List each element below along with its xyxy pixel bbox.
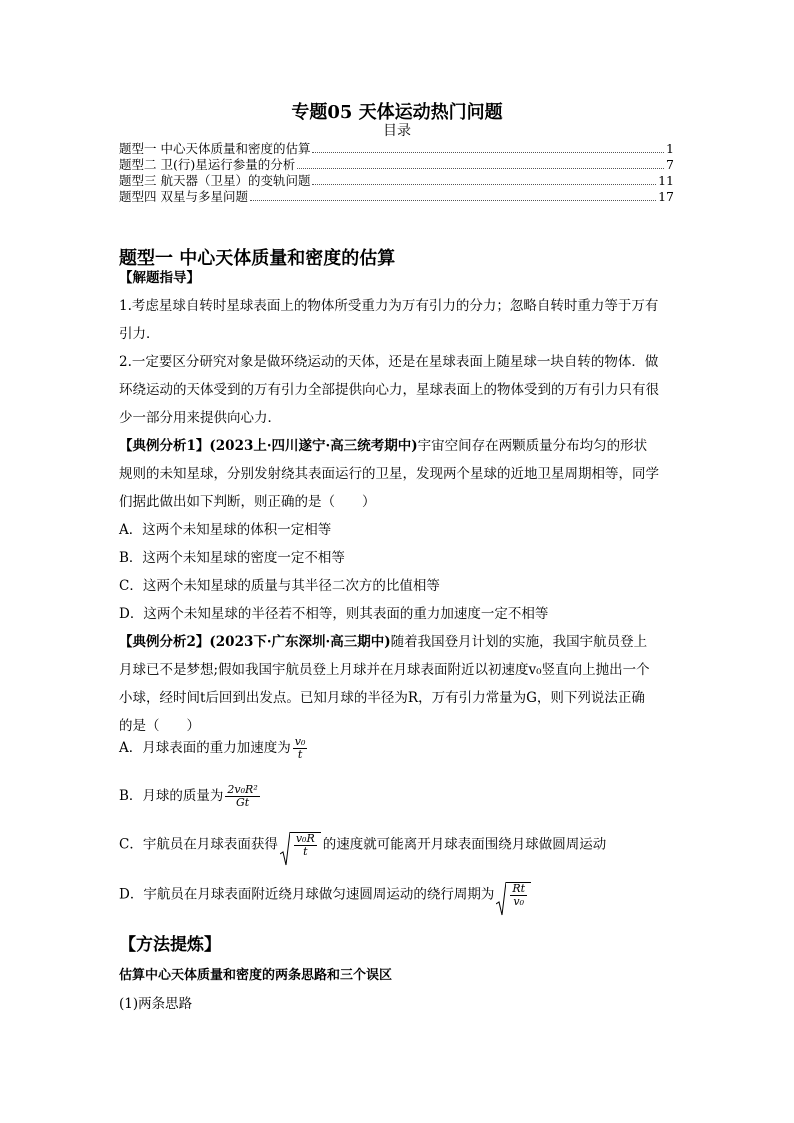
toc-entry-label: 题型四 双星与多星问题: [119, 189, 248, 204]
toc-entry-label: 题型三 航天器（卫星）的变轨问题: [119, 173, 311, 188]
guide-paragraph-2-line-2: 环绕运动的天体受到的万有引力全部提供向心力，星球表面上的物体受到的万有引力只有很: [119, 382, 659, 398]
guide-paragraph-1-line-2: 引力．: [119, 326, 160, 342]
fraction: [225, 784, 259, 809]
example1-line-1: [119, 432, 674, 460]
example1-text: 宇宙空间存在两颗质量分布均匀的形状: [417, 438, 648, 454]
guide-block: [119, 264, 674, 740]
example1-option-d: D．这两个未知星球的半径若不相等，则其表面的重力加速度一定不相等: [119, 606, 549, 622]
example1-option-c: C．这两个未知星球的质量与其半径二次方的比值相等: [119, 578, 440, 594]
example1-option-b: B．这两个未知星球的密度一定不相等: [119, 550, 345, 566]
option-b-text: B．月球的质量为: [119, 788, 224, 804]
example2-text: 随着我国登月计划的实施，我国宇航员登上: [390, 634, 648, 650]
fraction: [294, 833, 317, 858]
example2-line-3: 小球，经时间t后回到出发点。已知月球的半径为R，万有引力常量为G，则下列说法正确: [119, 690, 645, 706]
fraction-denominator: Gt: [235, 796, 250, 809]
example2-option-b: [119, 784, 674, 809]
toc-leader-dots: [312, 151, 664, 153]
example2-option-d: [119, 882, 674, 908]
toc-entry-3[interactable]: [119, 173, 674, 189]
example1-option-a: A．这两个未知星球的体积一定相等: [119, 522, 332, 538]
example1-line-3: 们据此做出如下判断，则正确的是（ ）: [119, 494, 376, 510]
toc-entry-1[interactable]: [119, 141, 674, 157]
toc-entry-label: 题型二 卫(行)星运行参量的分析: [119, 157, 296, 172]
fraction: [510, 883, 527, 908]
toc-leader-dots: [312, 183, 656, 185]
toc-entry-page: 11: [658, 173, 674, 188]
square-root: [496, 882, 531, 908]
guide-paragraph-1-line-1: 1.考虑星球自转时星球表面上的物体所受重力为万有引力的分力；忽略自转时重力等于万有: [119, 298, 659, 314]
example2-label: 【典例分析2】(2023下·广东深圳·高三期中): [119, 634, 391, 650]
option-c-text: C．宇航员在月球表面获得: [119, 836, 278, 853]
example2-line-1: [119, 628, 674, 656]
option-a-text: A．月球表面的重力加速度为: [119, 740, 291, 756]
radical-sign-icon: [280, 832, 290, 866]
toc-leader-dots: [297, 167, 664, 169]
fraction-numerator: v₀: [294, 735, 306, 748]
guide-label: 【解题指导】: [119, 270, 200, 286]
fraction: [293, 736, 308, 761]
toc-entry-4[interactable]: [119, 189, 674, 205]
fraction-denominator: t: [303, 845, 308, 858]
example2-line-4: 的是（ ）: [119, 718, 200, 734]
example2-option-a: [119, 736, 674, 761]
square-root: [280, 832, 321, 858]
example1-line-2: 规则的未知星球，分别发射绕其表面运行的卫星，发现两个星球的近地卫星周期相等，同学: [119, 466, 659, 482]
example2-option-c: [119, 832, 674, 858]
toc-entry-label: 题型一 中心天体质量和密度的估算: [119, 141, 311, 156]
radical-sign-icon: [496, 882, 506, 916]
fraction-denominator: t: [297, 748, 303, 761]
example2-line-2: 月球已不是梦想;假如我国宇航员登上月球并在月球表面附近以初速度v₀竖直向上抛出一个: [119, 662, 650, 678]
fraction-numerator: Rt: [512, 882, 526, 895]
table-of-contents: [119, 141, 674, 205]
guide-paragraph-2-line-3: 少一部分用来提供向心力．: [119, 410, 281, 426]
example1-label: 【典例分析1】(2023上·四川遂宁·高三统考期中): [119, 438, 418, 454]
toc-entry-page: 7: [666, 157, 674, 172]
fraction-numerator: v₀R: [295, 832, 315, 845]
toc-entry-page: 17: [658, 189, 674, 204]
method-subheading: 估算中心天体质量和密度的两条思路和三个误区: [119, 968, 393, 983]
option-d-text: D．宇航员在月球表面附近绕月球做匀速圆周运动的绕行周期为: [119, 886, 495, 903]
document-title: 专题05 天体运动热门问题: [291, 102, 503, 123]
section-heading: 题型一 中心天体质量和密度的估算: [119, 248, 396, 269]
fraction-denominator: v₀: [513, 895, 524, 908]
fraction-numerator: 2v₀R²: [227, 783, 258, 796]
option-c-suffix: 的速度就可能离开月球表面围绕月球做圆周运动: [322, 836, 607, 853]
method-heading: 【方法提炼】: [119, 935, 221, 955]
toc-heading: 目录: [383, 123, 411, 139]
method-item-1: (1)两条思路: [119, 996, 193, 1012]
toc-leader-dots: [250, 199, 656, 201]
guide-paragraph-2-line-1: 2.一定要区分研究对象是做环绕运动的天体，还是在星球表面上随星球一块自转的物体．做: [119, 354, 659, 370]
toc-entry-2[interactable]: [119, 157, 674, 173]
toc-entry-page: 1: [666, 141, 674, 156]
